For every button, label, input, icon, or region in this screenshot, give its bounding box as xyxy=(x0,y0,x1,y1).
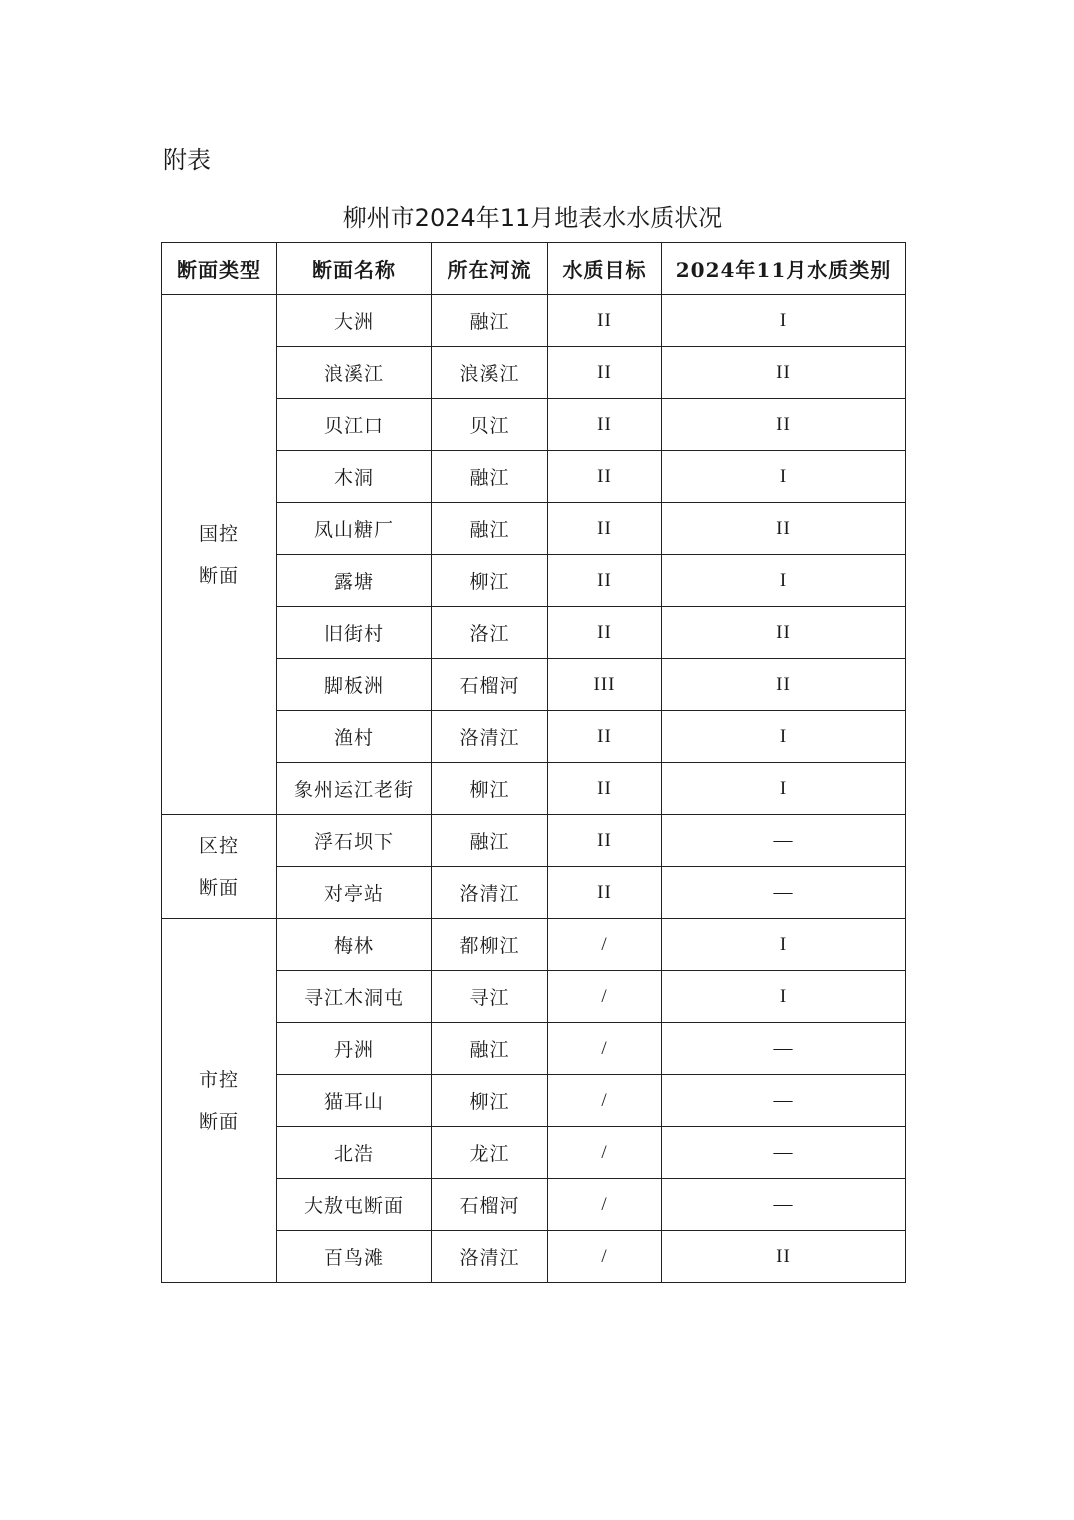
category-cell: II xyxy=(662,399,906,451)
category-cell: II xyxy=(662,607,906,659)
target-cell: II xyxy=(548,451,662,503)
section-name-cell: 大敖屯断面 xyxy=(277,1179,432,1231)
target-cell: II xyxy=(548,295,662,347)
river-cell: 龙江 xyxy=(432,1127,548,1179)
category-cell: I xyxy=(662,555,906,607)
section-type-line1: 区控 xyxy=(198,834,239,857)
category-cell: I xyxy=(662,971,906,1023)
category-cell: — xyxy=(662,867,906,919)
category-cell: I xyxy=(662,295,906,347)
header-river: 所在河流 xyxy=(432,243,548,295)
category-cell: — xyxy=(662,815,906,867)
section-name-cell: 对亭站 xyxy=(277,867,432,919)
section-name-cell: 寻江木洞屯 xyxy=(277,971,432,1023)
river-cell: 浪溪江 xyxy=(432,347,548,399)
category-cell: II xyxy=(662,1231,906,1283)
header-category: 2024年11月水质类别 xyxy=(662,243,906,295)
section-type-line2: 断面 xyxy=(198,564,239,587)
category-cell: I xyxy=(662,451,906,503)
section-name-cell: 大洲 xyxy=(277,295,432,347)
river-cell: 柳江 xyxy=(432,555,548,607)
river-cell: 融江 xyxy=(432,1023,548,1075)
section-name-cell: 贝江口 xyxy=(277,399,432,451)
section-type-cell xyxy=(162,295,277,815)
river-cell: 寻江 xyxy=(432,971,548,1023)
category-cell: I xyxy=(662,763,906,815)
target-cell: / xyxy=(548,1127,662,1179)
table-row xyxy=(162,815,906,867)
section-name-cell: 木洞 xyxy=(277,451,432,503)
table-header-row xyxy=(162,243,906,295)
water-quality-table xyxy=(161,242,906,1283)
target-cell: / xyxy=(548,1023,662,1075)
section-type-line1: 国控 xyxy=(198,522,239,545)
target-cell: II xyxy=(548,815,662,867)
target-cell: II xyxy=(548,399,662,451)
river-cell: 石榴河 xyxy=(432,659,548,711)
category-cell: I xyxy=(662,919,906,971)
target-cell: III xyxy=(548,659,662,711)
section-type-cell xyxy=(162,815,277,919)
river-cell: 融江 xyxy=(432,503,548,555)
river-cell: 柳江 xyxy=(432,763,548,815)
target-cell: / xyxy=(548,919,662,971)
river-cell: 洛清江 xyxy=(432,1231,548,1283)
table-body xyxy=(162,295,906,1283)
section-name-cell: 梅林 xyxy=(277,919,432,971)
category-cell: II xyxy=(662,503,906,555)
category-cell: II xyxy=(662,659,906,711)
target-cell: / xyxy=(548,1179,662,1231)
section-name-cell: 渔村 xyxy=(277,711,432,763)
section-name-cell: 露塘 xyxy=(277,555,432,607)
target-cell: II xyxy=(548,347,662,399)
category-cell: — xyxy=(662,1023,906,1075)
section-type-line2: 断面 xyxy=(198,876,239,899)
header-section-type: 断面类型 xyxy=(162,243,277,295)
target-cell: II xyxy=(548,555,662,607)
header-target: 水质目标 xyxy=(548,243,662,295)
table-row xyxy=(162,295,906,347)
category-cell: II xyxy=(662,347,906,399)
target-cell: II xyxy=(548,503,662,555)
river-cell: 柳江 xyxy=(432,1075,548,1127)
section-type-line2: 断面 xyxy=(198,1110,239,1133)
section-name-cell: 北浩 xyxy=(277,1127,432,1179)
header-section-name: 断面名称 xyxy=(277,243,432,295)
section-name-cell: 脚板洲 xyxy=(277,659,432,711)
target-cell: / xyxy=(548,971,662,1023)
river-cell: 融江 xyxy=(432,451,548,503)
target-cell: II xyxy=(548,607,662,659)
target-cell: / xyxy=(548,1075,662,1127)
river-cell: 洛清江 xyxy=(432,867,548,919)
target-cell: II xyxy=(548,763,662,815)
target-cell: II xyxy=(548,867,662,919)
section-name-cell: 百鸟滩 xyxy=(277,1231,432,1283)
category-cell: I xyxy=(662,711,906,763)
section-name-cell: 凤山糖厂 xyxy=(277,503,432,555)
section-name-cell: 旧街村 xyxy=(277,607,432,659)
attachment-label: 附表 xyxy=(163,146,211,174)
target-cell: II xyxy=(548,711,662,763)
river-cell: 融江 xyxy=(432,295,548,347)
river-cell: 融江 xyxy=(432,815,548,867)
river-cell: 都柳江 xyxy=(432,919,548,971)
category-cell: — xyxy=(662,1075,906,1127)
section-name-cell: 浪溪江 xyxy=(277,347,432,399)
category-cell: — xyxy=(662,1127,906,1179)
river-cell: 贝江 xyxy=(432,399,548,451)
section-name-cell: 丹洲 xyxy=(277,1023,432,1075)
section-name-cell: 猫耳山 xyxy=(277,1075,432,1127)
section-name-cell: 浮石坝下 xyxy=(277,815,432,867)
category-cell: — xyxy=(662,1179,906,1231)
table-title: 柳州市2024年11月地表水水质状况 xyxy=(342,204,723,232)
river-cell: 洛江 xyxy=(432,607,548,659)
section-type-cell xyxy=(162,919,277,1283)
section-name-cell: 象州运江老街 xyxy=(277,763,432,815)
river-cell: 洛清江 xyxy=(432,711,548,763)
target-cell: / xyxy=(548,1231,662,1283)
river-cell: 石榴河 xyxy=(432,1179,548,1231)
table-row xyxy=(162,919,906,971)
section-type-line1: 市控 xyxy=(198,1068,239,1091)
